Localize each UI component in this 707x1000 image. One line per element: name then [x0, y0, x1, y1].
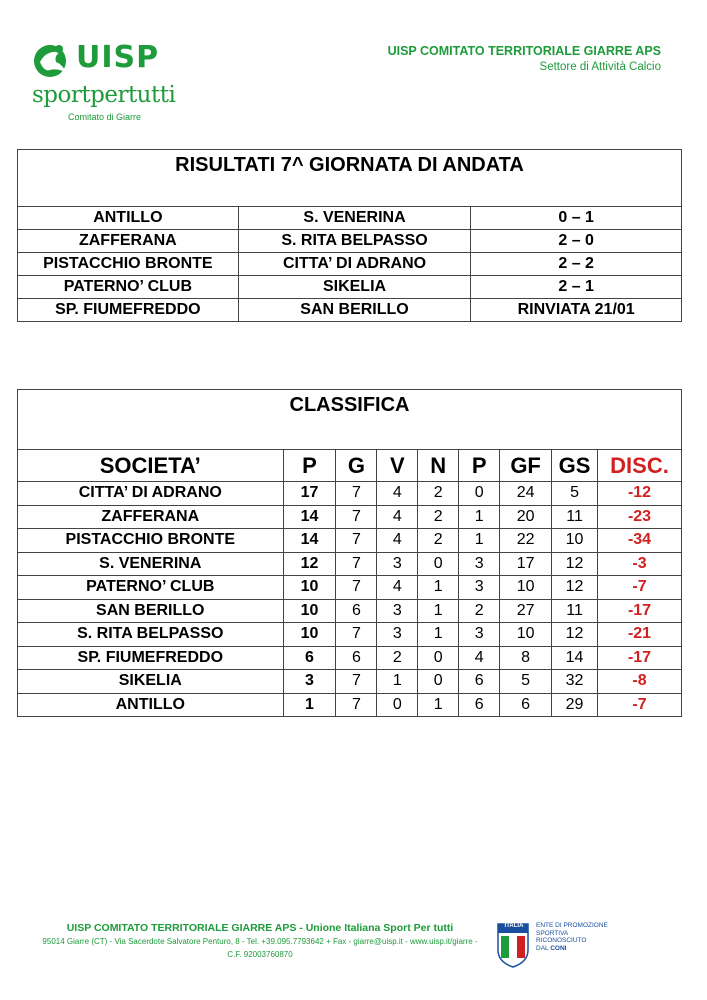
- result-row: [18, 230, 682, 253]
- team-stat: 1: [459, 529, 500, 553]
- team-stat: 1: [418, 576, 459, 600]
- team-stat: 11: [552, 599, 598, 623]
- team-stat: 7: [336, 505, 377, 529]
- standings-header-cell: G: [336, 450, 377, 482]
- team-stat: 1: [418, 693, 459, 717]
- team-stat: 8: [500, 646, 552, 670]
- team-points: 17: [283, 482, 336, 506]
- result-row: [18, 276, 682, 299]
- team-stat: 3: [377, 599, 418, 623]
- team-name: ZAFFERANA: [18, 505, 284, 529]
- team-discipline: -21: [598, 623, 682, 647]
- team-points: 14: [283, 505, 336, 529]
- standings-header-cell: P: [459, 450, 500, 482]
- team-stat: 0: [418, 670, 459, 694]
- team-stat: 3: [459, 552, 500, 576]
- team-stat: 10: [552, 529, 598, 553]
- team-stat: 7: [336, 623, 377, 647]
- team-stat: 3: [377, 623, 418, 647]
- team-stat: 2: [459, 599, 500, 623]
- standings-row: [18, 670, 682, 694]
- team-points: 12: [283, 552, 336, 576]
- team-stat: 6: [336, 646, 377, 670]
- header-info: [388, 44, 661, 73]
- team-stat: 3: [459, 576, 500, 600]
- result-home: SP. FIUMEFREDDO: [18, 299, 239, 322]
- standings-row: [18, 599, 682, 623]
- coni-line3: RICONOSCIUTO: [536, 937, 587, 944]
- result-row: [18, 299, 682, 322]
- team-points: 10: [283, 623, 336, 647]
- team-discipline: -3: [598, 552, 682, 576]
- standings-row: [18, 693, 682, 717]
- team-stat: 12: [552, 552, 598, 576]
- results-table: [17, 149, 682, 322]
- team-discipline: -7: [598, 693, 682, 717]
- team-stat: 4: [377, 505, 418, 529]
- team-stat: 2: [418, 505, 459, 529]
- team-stat: 7: [336, 529, 377, 553]
- team-stat: 11: [552, 505, 598, 529]
- uisp-logo: [32, 40, 182, 125]
- team-stat: 0: [459, 482, 500, 506]
- result-score: 2 – 1: [471, 276, 682, 299]
- standings-header-row: [18, 450, 682, 482]
- standings-row: [18, 623, 682, 647]
- result-home: ZAFFERANA: [18, 230, 239, 253]
- team-stat: 2: [418, 482, 459, 506]
- team-stat: 5: [552, 482, 598, 506]
- standings-header-cell: GF: [500, 450, 552, 482]
- result-away: CITTA’ DI ADRANO: [238, 253, 471, 276]
- coni-logo: [496, 922, 616, 970]
- team-discipline: -23: [598, 505, 682, 529]
- standings-row: [18, 505, 682, 529]
- standings-row: [18, 576, 682, 600]
- team-stat: 6: [459, 693, 500, 717]
- team-points: 14: [283, 529, 336, 553]
- standings-header-cell: SOCIETA’: [18, 450, 284, 482]
- result-away: S. RITA BELPASSO: [238, 230, 471, 253]
- team-stat: 12: [552, 576, 598, 600]
- team-stat: 29: [552, 693, 598, 717]
- standings-header-cell: P: [283, 450, 336, 482]
- result-home: PISTACCHIO BRONTE: [18, 253, 239, 276]
- team-stat: 12: [552, 623, 598, 647]
- result-row: [18, 207, 682, 230]
- team-name: SAN BERILLO: [18, 599, 284, 623]
- team-stat: 32: [552, 670, 598, 694]
- team-stat: 10: [500, 623, 552, 647]
- team-points: 10: [283, 576, 336, 600]
- team-stat: 1: [418, 599, 459, 623]
- standings-header-cell: DISC.: [598, 450, 682, 482]
- footer-line3: C.F. 92003760870: [227, 950, 293, 959]
- team-stat: 6: [336, 599, 377, 623]
- team-stat: 2: [418, 529, 459, 553]
- team-stat: 0: [418, 646, 459, 670]
- coni-line4: [536, 945, 608, 953]
- team-points: 6: [283, 646, 336, 670]
- team-stat: 6: [500, 693, 552, 717]
- team-stat: 7: [336, 482, 377, 506]
- team-name: PISTACCHIO BRONTE: [18, 529, 284, 553]
- team-stat: 0: [418, 552, 459, 576]
- team-stat: 3: [377, 552, 418, 576]
- standings-header-cell: GS: [552, 450, 598, 482]
- result-score: RINVIATA 21/01: [471, 299, 682, 322]
- result-row: [18, 253, 682, 276]
- team-name: PATERNO’ CLUB: [18, 576, 284, 600]
- team-stat: 1: [377, 670, 418, 694]
- team-points: 3: [283, 670, 336, 694]
- result-home: ANTILLO: [18, 207, 239, 230]
- team-name: CITTA’ DI ADRANO: [18, 482, 284, 506]
- header-sector: Settore di Attività Calcio: [539, 61, 661, 73]
- team-stat: 4: [377, 482, 418, 506]
- team-discipline: -17: [598, 646, 682, 670]
- team-stat: 22: [500, 529, 552, 553]
- team-name: SIKELIA: [18, 670, 284, 694]
- standings-row: [18, 482, 682, 506]
- footer-line2: 95014 Giarre (CT) - Via Sacerdote Salvatore Penturo, 8 - Tel. +39.095.7793642 + Fax - giarre@uisp.it - www.uisp.it/giarre -: [42, 937, 478, 946]
- result-away: SAN BERILLO: [238, 299, 471, 322]
- standings-row: [18, 552, 682, 576]
- result-score: 2 – 0: [471, 230, 682, 253]
- result-home: PATERNO’ CLUB: [18, 276, 239, 299]
- result-away: S. VENERINA: [238, 207, 471, 230]
- team-points: 10: [283, 599, 336, 623]
- footer-line1: UISP COMITATO TERRITORIALE GIARRE APS - Unione Italiana Sport Per tutti: [66, 922, 454, 934]
- team-name: SP. FIUMEFREDDO: [18, 646, 284, 670]
- team-stat: 27: [500, 599, 552, 623]
- standings-row: [18, 529, 682, 553]
- team-stat: 24: [500, 482, 552, 506]
- badge-label: ITALIA: [504, 923, 524, 929]
- team-stat: 3: [459, 623, 500, 647]
- team-name: S. RITA BELPASSO: [18, 623, 284, 647]
- team-discipline: -34: [598, 529, 682, 553]
- team-stat: 1: [459, 505, 500, 529]
- team-stat: 17: [500, 552, 552, 576]
- standings-header-cell: N: [418, 450, 459, 482]
- team-stat: 10: [500, 576, 552, 600]
- footer: [40, 922, 480, 960]
- team-stat: 7: [336, 576, 377, 600]
- team-points: 1: [283, 693, 336, 717]
- team-stat: 4: [377, 576, 418, 600]
- coni-text: [536, 922, 608, 952]
- team-stat: 20: [500, 505, 552, 529]
- coni-line1: ENTE DI PROMOZIONE: [536, 922, 608, 929]
- team-discipline: -8: [598, 670, 682, 694]
- team-stat: 2: [377, 646, 418, 670]
- standings-title: CLASSIFICA: [18, 390, 682, 450]
- team-discipline: -12: [598, 482, 682, 506]
- team-stat: 4: [459, 646, 500, 670]
- header-org: UISP COMITATO TERRITORIALE GIARRE APS: [387, 44, 661, 58]
- standings-row: [18, 646, 682, 670]
- team-stat: 4: [377, 529, 418, 553]
- team-stat: 14: [552, 646, 598, 670]
- result-away: SIKELIA: [238, 276, 471, 299]
- team-name: S. VENERINA: [18, 552, 284, 576]
- logo-committee: Comitato di Giarre: [68, 112, 142, 122]
- team-stat: 0: [377, 693, 418, 717]
- logo-brand: UISP: [76, 40, 160, 75]
- result-score: 2 – 2: [471, 253, 682, 276]
- team-discipline: -7: [598, 576, 682, 600]
- team-name: ANTILLO: [18, 693, 284, 717]
- team-discipline: -17: [598, 599, 682, 623]
- logo-tagline: sportpertutti: [32, 82, 176, 108]
- team-stat: 6: [459, 670, 500, 694]
- coni-dal: DAL: [536, 944, 549, 952]
- standings-header-cell: V: [377, 450, 418, 482]
- standings-table: [17, 389, 682, 717]
- team-stat: 1: [418, 623, 459, 647]
- team-stat: 7: [336, 693, 377, 717]
- coni-line2: SPORTIVA: [536, 929, 569, 937]
- team-stat: 5: [500, 670, 552, 694]
- result-score: 0 – 1: [471, 207, 682, 230]
- runner-icon: [32, 42, 74, 80]
- results-title: RISULTATI 7^ GIORNATA DI ANDATA: [18, 150, 682, 207]
- coni-name: CONI: [550, 944, 567, 952]
- team-stat: 7: [336, 552, 377, 576]
- team-stat: 7: [336, 670, 377, 694]
